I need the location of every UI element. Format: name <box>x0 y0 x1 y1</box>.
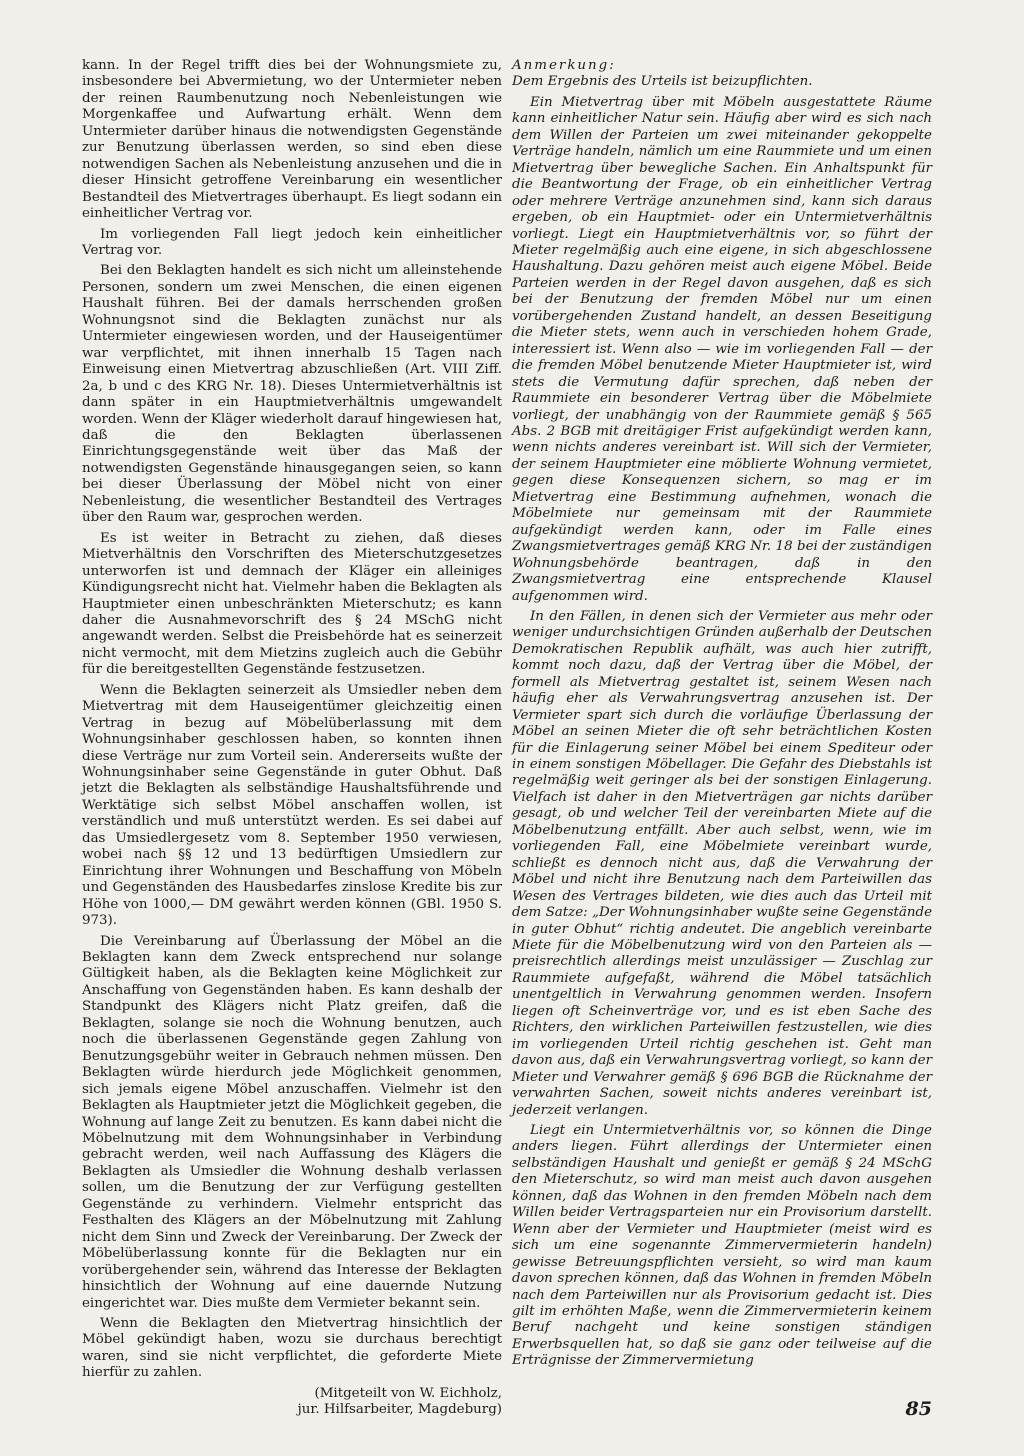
credit-block <box>82 1386 502 1419</box>
left-paragraph-6: Die Vereinbarung auf Überlassung der Möbel an die Beklagten kann dem Zweck entsprechend nur solange Gültigkeit haben, als die Beklagten keine Möglichkeit zur Anschaffung von Gegenständen haben. Es kann deshalb der Standpunkt des Klägers nicht Platz greifen, daß die Beklagten, solange sie noch die Wohnung benutzen, auch noch die überlassenen Gegenstände gegen Zahlung von Benutzungsgebühr weiter in Gebrauch nehmen müssen. Den Beklagten würde hierdurch jede Möglichkeit genommen, sich jemals eigene Möbel anzuschaffen. Vielmehr ist den Beklagten als Hauptmieter jetzt die Möglichkeit gegeben, die Wohnung auf lange Zeit zu benutzen. Es kann dabei nicht die Möbelnutzung mit dem Wohnungsinhaber in Verbindung gebracht werden, weil nach Auffassung des Klägers die Beklagten als Umsiedler die Wohnung deshalb verlassen sollen, um die Benutzung der zur Verfügung gestellten Gegenstände zu verhindern. Vielmehr entspricht das Festhalten des Klägers an der Möbelnutzung mit Zahlung nicht dem Sinn und Zweck der Vereinbarung. Der Zweck der Möbelüberlassung konnte für die Beklagten nur ein vorübergehender sein, während das Interesse der Beklagten hinsichtlich der Wohnung auf eine dauernde Nutzung eingerichtet war. Dies mußte dem Vermieter bekannt sein. <box>82 933 502 1311</box>
page-number: 85 <box>905 1398 932 1420</box>
credit-line-1: (Mitgeteilt von W. Eichholz, <box>314 1385 502 1401</box>
credit-line-2: jur. Hilfsarbeiter, Magdeburg) <box>297 1402 502 1418</box>
right-paragraph-2: In den Fällen, in denen sich der Vermieter aus mehr oder weniger undurchsichtigen Gründen außerhalb der Deutschen Demokratischen Republik aufhält, was auch hier zutrifft, kommt noch dazu, daß der Vertrag über die Möbel, der formell als Mietvertrag gestaltet ist, seinem Wesen nach häufig eher als Verwahrungsvertrag anzusehen ist. Der Vermieter spart sich durch die vorläufige Überlassung der Möbel an seinen Mieter die oft sehr beträchtlichen Kosten für die Einlagerung seiner Möbel bei einem Spediteur oder in einem sonstigen Möbellager. Die Gefahr des Diebstahls ist regelmäßig weit geringer als bei der sonstigen Einlagerung. Vielfach ist daher in den Mietverträgen gar nichts darüber gesagt, ob und welcher Teil der vereinbarten Miete auf die Möbelbenutzung entfällt. Aber auch selbst, wenn, wie im vorliegenden Fall, eine Möbelmiete vereinbart wurde, schließt es dennoch nicht aus, daß die Verwahrung der Möbel und nicht ihre Benutzung nach dem Parteiwillen das Wesen des Vertrages bildeten, wie dies auch das Urteil mit dem Satze: „Der Wohnungsinhaber wußte seine Gegenstände in guter Obhut“ richtig andeutet. Die angeblich vereinbarte Miete für die Möbelbenutzung wird von den Parteien als — preisrechtlich allerdings meist unzulässiger — Zuschlag zur Raummiete aufgefaßt, während die Möbel tatsächlich unentgeltlich in Verwahrung genommen werden. Insofern liegen oft Scheinverträge vor, und es ist eben Sache des Richters, den wirklichen Parteiwillen festzustellen, wie dies im vorliegenden Urteil richtig geschehen ist. Geht man davon aus, daß ein Verwahrungsvertrag vorliegt, so kann der Mieter und Verwahrer gemäß § 696 BGB die Rücknahme der verwahrten Sachen, soweit nichts anderes vereinbart ist, jederzeit verlangen. <box>512 608 932 1118</box>
left-paragraph-3: Bei den Beklagten handelt es sich nicht um alleinstehende Personen, sondern um zwei Menschen, die einen eigenen Haushalt führen. Bei der damals herrschenden großen Wohnungsnot sind die Beklagten zunächst nur als Untermieter eingewiesen worden, und der Hauseigentümer war verpflichtet, mit ihnen innerhalb 15 Tagen nach Einweisung einen Mietvertrag abzuschließen (Art. VIII Ziff. 2a, b und c des KRG Nr. 18). Dieses Untermietverhältnis ist dann später in ein Hauptmietverhältnis umgewandelt worden. Wenn der Kläger wiederholt darauf hingewiesen hat, daß die den Beklagten überlassenen Einrichtungsgegenstände weit über das Maß der notwendigsten Gegenstände hinausgegangen seien, so kann bei dieser Überlassung der Möbel nicht von einer Nebenleistung, die wesentlicher Bestandteil des Vertrages über den Raum war, gesprochen werden. <box>82 263 502 526</box>
left-paragraph-5: Wenn die Beklagten seinerzeit als Umsiedler neben dem Mietvertrag mit dem Hauseigentümer gleichzeitig einen Vertrag in bezug auf Möbelüberlassung mit dem Wohnungsinhaber geschlossen haben, so konnten ihnen diese Verträge nur zum Vorteil sein. Andererseits wußte der Wohnungsinhaber seine Gegenstände in guter Obhut. Daß jetzt die Beklagten als selbständige Haushaltsführende und Werktätige sich selbst Möbel anschaffen wollen, ist verständlich und muß unterstützt werden. Es sei dabei auf das Umsiedlergesetz vom 8. September 1950 verwiesen, wobei nach §§ 12 und 13 bedürftigen Umsiedlern zur Einrichtung ihrer Wohnungen und Beschaffung von Möbeln und Gegenständen des Hausbedarfes zinslose Kredite bis zur Höhe von 1000,— DM gewährt werden können (GBl. 1950 S. 973). <box>82 682 502 929</box>
annotation-heading: Anmerkung: <box>512 58 616 73</box>
left-paragraph-1: kann. In der Regel trifft dies bei der Wohnungsmiete zu, insbesondere bei Abvermietung, wo der Untermieter neben der reinen Raumbenutzung noch Nebenleistungen wie Morgenkaffee und Aufwartung erhält. Wenn dem Untermieter darüber hinaus die notwendigsten Gegenstände zur Benutzung überlassen werden, so sind eben diese notwendigen Sachen als Nebenleistung anzusehen und die in dieser Hinsicht getroffene Vereinbarung ein wesentlicher Bestandteil des Mietvertrages überhaupt. Es liegt sodann ein einheitlicher Vertrag vor. <box>82 58 502 222</box>
left-paragraph-2: Im vorliegenden Fall liegt jedoch kein einheitlicher Vertrag vor. <box>82 226 502 258</box>
right-paragraph-1: Ein Mietvertrag über mit Möbeln ausgestattete Räume kann einheitlicher Natur sein. Häufig aber wird es sich nach dem Willen der Parteien um zwei miteinander gekoppelte Verträge handeln, nämlich um eine Raummiete und um einen Mietvertrag über bewegliche Sachen. Ein Anhaltspunkt für die Beantwortung der Frage, ob ein einheitlicher Vertrag oder mehrere Verträge anzunehmen sind, kann sich daraus ergeben, ob ein Hauptmiet- oder ein Untermietverhältnis vorliegt. Liegt ein Hauptmietverhältnis vor, so führt der Mieter regelmäßig auch eine eigene, in sich abgeschlossene Haushaltung. Dazu gehören meist auch eigene Möbel. Beide Parteien werden in der Regel davon ausgehen, daß es sich bei der Benutzung der fremden Möbel nur um einen vorübergehenden Zustand handelt, an dessen Beseitigung die Mieter stets, wenn auch in verschieden hohem Grade, interessiert ist. Wenn also — wie im vorliegenden Fall — der die fremden Möbel benutzende Mieter Hauptmieter ist, wird stets die Vermutung dafür sprechen, daß neben der Raummiete ein besonderer Vertrag über die Möbelmiete vorliegt, der unabhängig von der Raummiete gemäß § 565 Abs. 2 BGB mit dreitägiger Frist aufgekündigt werden kann, wenn nichts anderes vereinbart ist. Will sich der Vermieter, der seinem Hauptmieter eine möblierte Wohnung vermietet, gegen diese Konsequenzen sichern, so mag er im Mietvertrag eine Bestimmung aufnehmen, wonach die Möbelmiete nur gemeinsam mit der Raummiete aufgekündigt werden kann, oder im Falle eines Zwangsmietvertrages gemäß KRG Nr. 18 bei der zuständigen Wohnungsbehörde beantragen, daß in den Zwangsmietvertrag eine entsprechende Klausel aufgenommen wird. <box>512 94 932 604</box>
right-column <box>512 58 932 1374</box>
right-paragraph-3: Liegt ein Untermietverhältnis vor, so können die Dinge anders liegen. Führt allerdings der Untermieter einen selbständigen Haushalt und genießt er gemäß § 24 MSchG den Mieterschutz, so wird man meist auch davon ausgehen können, daß das Wohnen in den fremden Möbeln nach dem Willen beider Vertragsparteien nur ein Provisorium darstellt. Wenn aber der Vermieter und Hauptmieter (meist wird es sich um eine sogenannte Zimmervermieterin handeln) gewisse Betreuungspflichten versieht, so wird man kaum davon sprechen können, daß das Wohnen in fremden Möbeln nach dem Parteiwillen nur als Provisorium gedacht ist. Dies gilt im erhöhten Maße, wenn die Zimmervermieterin keinem Beruf nachgeht und keine sonstigen ständigen Erwerbsquellen hat, so daß sie ganz oder teilweise auf die Erträgnisse der Zimmervermietung <box>512 1123 932 1369</box>
left-column <box>82 58 502 1419</box>
left-paragraph-4: Es ist weiter in Betracht zu ziehen, daß dieses Mietverhältnis den Vorschriften des Mieterschutzgesetzes unterworfen ist und demnach der Kläger ein alleiniges Kündigungsrecht nicht hat. Vielmehr haben die Beklagten als Hauptmieter einen unbeschränkten Mieterschutz; es kann daher die Ausnahmevorschrift des § 24 MSchG nicht angewandt werden. Selbst die Preisbehörde hat es seinerzeit nicht vermocht, mit dem Mietzins zugleich auch die Gebühr für die bereitgestellten Gegenstände festzusetzen. <box>82 530 502 678</box>
left-paragraph-7: Wenn die Beklagten den Mietvertrag hinsichtlich der Möbel gekündigt haben, wozu sie durchaus berechtigt waren, sind sie nicht verpflichtet, die geforderte Miete hierfür zu zahlen. <box>82 1315 502 1381</box>
annotation-intro: Dem Ergebnis des Urteils ist beizupflichten. <box>512 74 813 90</box>
